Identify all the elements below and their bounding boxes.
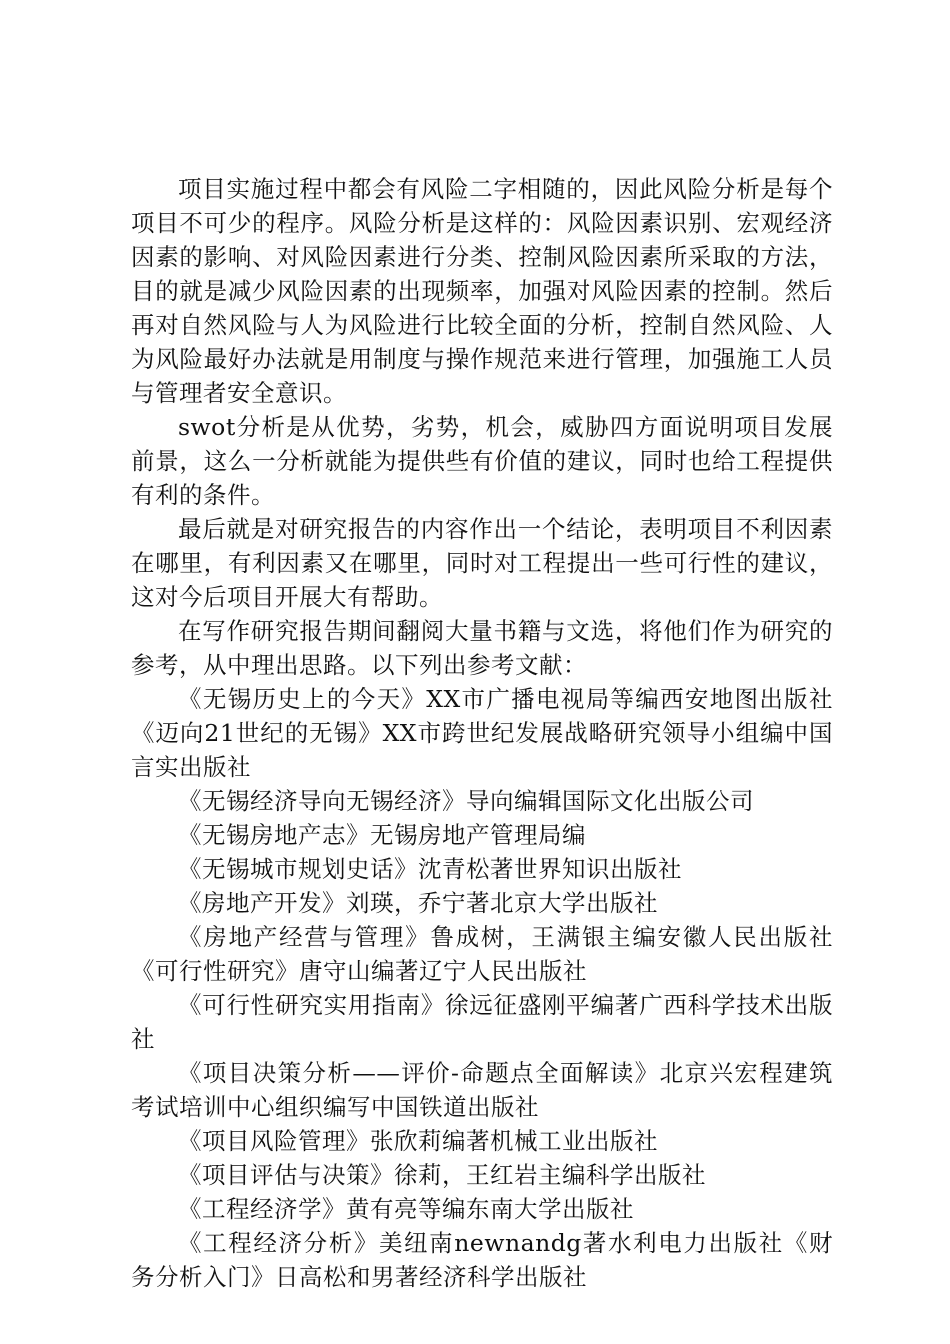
reference-item: 《房地产开发》刘瑛，乔宁著北京大学出版社 — [178, 889, 658, 917]
conclusion-paragraph: 最后就是对研究报告的内容作出一个结论，表明项目不利因素在哪里，有利因素又在哪里，同时对工程提出一些可行性的建议，这对今后项目开展大有帮助。 — [131, 515, 833, 611]
reference-item: 《工程经济学》黄有亮等编东南大学出版社 — [178, 1195, 634, 1223]
reference-item: 《项目决策分析——评价-命题点全面解读》北京兴宏程建筑考试培训中心组织编写中国铁道出版社 — [131, 1059, 833, 1121]
reference-item: 《无锡历史上的今天》XX市广播电视局等编西安地图出版社《迈向21世纪的无锡》XX市跨世纪发展战略研究领导小组编中国言实出版社 — [131, 685, 833, 781]
swot-paragraph: swot分析是从优势，劣势，机会，威胁四方面说明项目发展前景，这么一分析就能为提供些有价值的建议，同时也给工程提供有利的条件。 — [131, 413, 833, 509]
reference-item: 《项目风险管理》张欣莉编著机械工业出版社 — [178, 1127, 658, 1155]
reference-item: 《项目评估与决策》徐莉，王红岩主编科学出版社 — [178, 1161, 706, 1189]
reference-item: 《无锡房地产志》无锡房地产管理局编 — [178, 821, 586, 849]
reference-item: 《无锡城市规划史话》沈青松著世界知识出版社 — [178, 855, 682, 883]
reference-item: 《房地产经营与管理》鲁成树，王满银主编安徽人民出版社《可行性研究》唐守山编著辽宁人民出版社 — [131, 923, 833, 985]
risk-analysis-paragraph: 项目实施过程中都会有风险二字相随的，因此风险分析是每个项目不可少的程序。风险分析是这样的：风险因素识别、宏观经济因素的影响、对风险因素进行分类、控制风险因素所采取的方法，目的就是减少风险因素的出现频率，加强对风险因素的控制。然后再对自然风险与人为风险进行比较全面的分析，控制自然风险、人为风险最好办法就是用制度与操作规范来进行管理，加强施工人员与管理者安全意识。 — [131, 175, 833, 407]
reference-item: 《工程经济分析》美纽南newnandg著水利电力出版社《财务分析入门》日高松和男著经济科学出版社 — [131, 1229, 833, 1291]
reference-item: 《可行性研究实用指南》徐远征盛刚平编著广西科学技术出版社 — [131, 991, 833, 1053]
reference-item: 《无锡经济导向无锡经济》导向编辑国际文化出版公司 — [178, 787, 754, 815]
document-body — [131, 172, 833, 1294]
references-intro-paragraph: 在写作研究报告期间翻阅大量书籍与文选，将他们作为研究的参考，从中理出思路。以下列出参考文献： — [131, 617, 833, 679]
